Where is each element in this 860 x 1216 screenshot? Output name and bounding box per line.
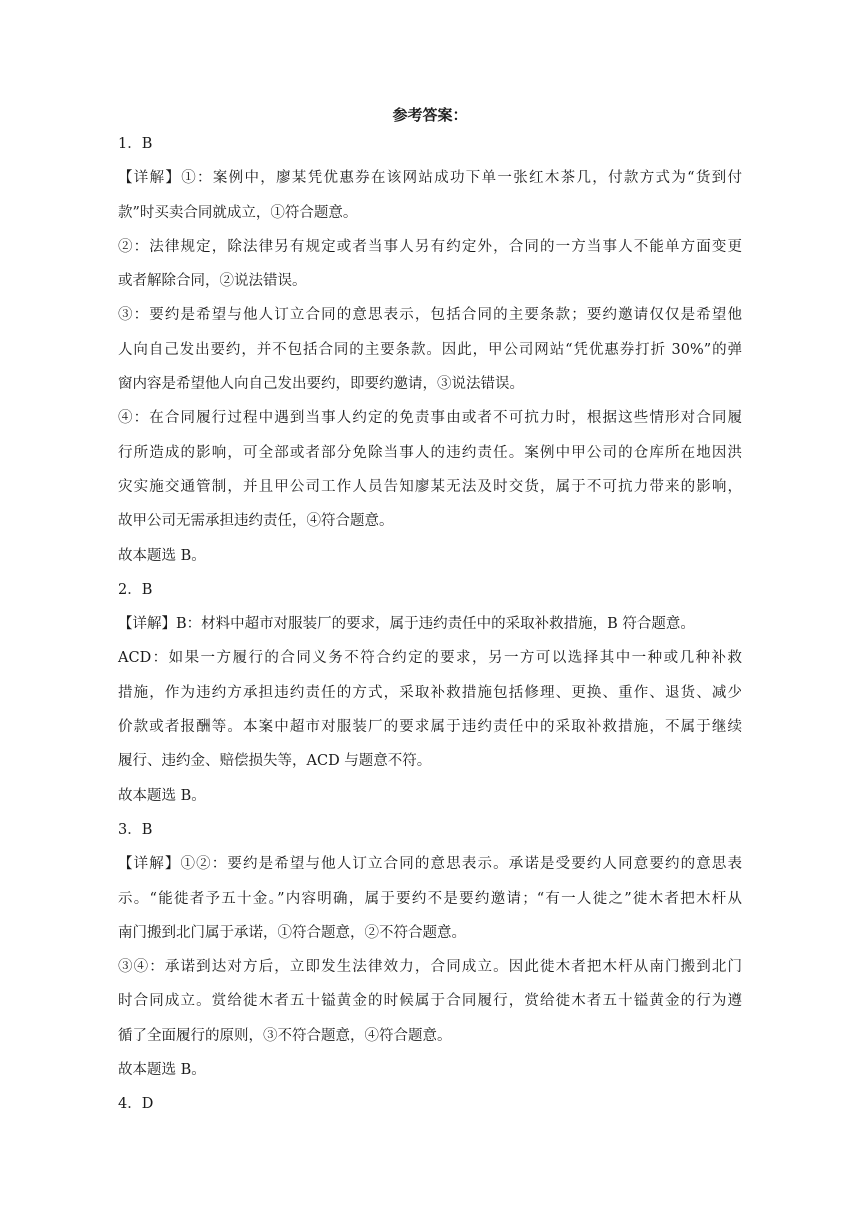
explanation-line: 措施，作为违约方承担违约责任的方式，采取补救措施包括修理、更换、重作、退货、减少 — [118, 684, 742, 701]
explanation-line: ACD：如果一方履行的合同义务不符合约定的要求，另一方可以选择其中一种或几种补救 — [118, 650, 742, 667]
explanation-line: 循了全面履行的原则，③不符合题意，④符合题意。 — [118, 1027, 452, 1044]
explanation-line: 窗内容是希望他人向自己发出要约，即要约邀请，③说法错误。 — [118, 376, 524, 393]
answer-number-2: 2．B — [118, 581, 153, 598]
answer-number-4: 4．D — [118, 1096, 154, 1113]
explanation-line: 履行、违约金、赔偿损失等，ACD 与题意不符。 — [118, 753, 432, 770]
explanation-line: 价款或者报酬等。本案中超市对服装厂的要求属于违约责任中的采取补救措施，不属于继续 — [118, 719, 742, 736]
explanation-line: ④：在合同履行过程中遇到当事人约定的免责事由或者不可抗力时，根据这些情形对合同履 — [118, 410, 742, 427]
answer-number-1: 1．B — [118, 136, 153, 152]
page-title: 参考答案： — [392, 106, 468, 124]
explanation-line: 人向自己发出要约，并不包括合同的主要条款。因此，甲公司网站“凭优惠券打折 30%”的弹 — [118, 341, 742, 358]
explanation-line: 故甲公司无需承担违约责任，④符合题意。 — [118, 513, 394, 530]
explanation-line: 南门搬到北门属于承诺，①符合题意，②不符合题意。 — [118, 924, 466, 941]
explanation-line: ③④：承诺到达对方后，立即发生法律效力，合同成立。因此徙木者把木杆从南门搬到北门 — [118, 959, 742, 976]
explanation-line: 【详解】①②：要约是希望与他人订立合同的意思表示。承诺是受要约人同意要约的意思表 — [118, 856, 742, 873]
explanation-line: ②：法律规定，除法律另有规定或者当事人另有约定外，合同的一方当事人不能单方面变更 — [118, 238, 742, 255]
answer-number-3: 3．B — [118, 821, 153, 838]
explanation-line: 示。“能徙者予五十金。”内容明确，属于要约不是要约邀请；“有一人徙之”徙木者把木杆从 — [118, 890, 742, 907]
answer-conclusion: 故本题选 B。 — [118, 1062, 206, 1079]
explanation-line: 款”时买卖合同就成立，①符合题意。 — [118, 204, 358, 221]
explanation-line: 或者解除合同，②说法错误。 — [118, 273, 307, 290]
answer-conclusion: 故本题选 B。 — [118, 547, 206, 564]
explanation-line: 【详解】B：材料中超市对服装厂的要求，属于违约责任中的采取补救措施，B 符合题意。 — [118, 616, 695, 633]
answer-conclusion: 故本题选 B。 — [118, 787, 206, 804]
explanation-line: 灾实施交通管制，并且甲公司工作人员告知廖某无法及时交货，属于不可抗力带来的影响， — [118, 478, 742, 495]
answer-content — [118, 133, 742, 1128]
explanation-line: 行所造成的影响，可全部或者部分免除当事人的违约责任。案例中甲公司的仓库所在地因洪 — [118, 444, 742, 461]
explanation-line: ③：要约是希望与他人订立合同的意思表示，包括合同的主要条款；要约邀请仅仅是希望他 — [118, 307, 742, 324]
explanation-line: 时合同成立。赏给徙木者五十镒黄金的时候属于合同履行，赏给徙木者五十镒黄金的行为遵 — [118, 993, 742, 1010]
explanation-line: 【详解】①：案例中，廖某凭优惠券在该网站成功下单一张红木茶几，付款方式为“货到付 — [118, 170, 742, 187]
